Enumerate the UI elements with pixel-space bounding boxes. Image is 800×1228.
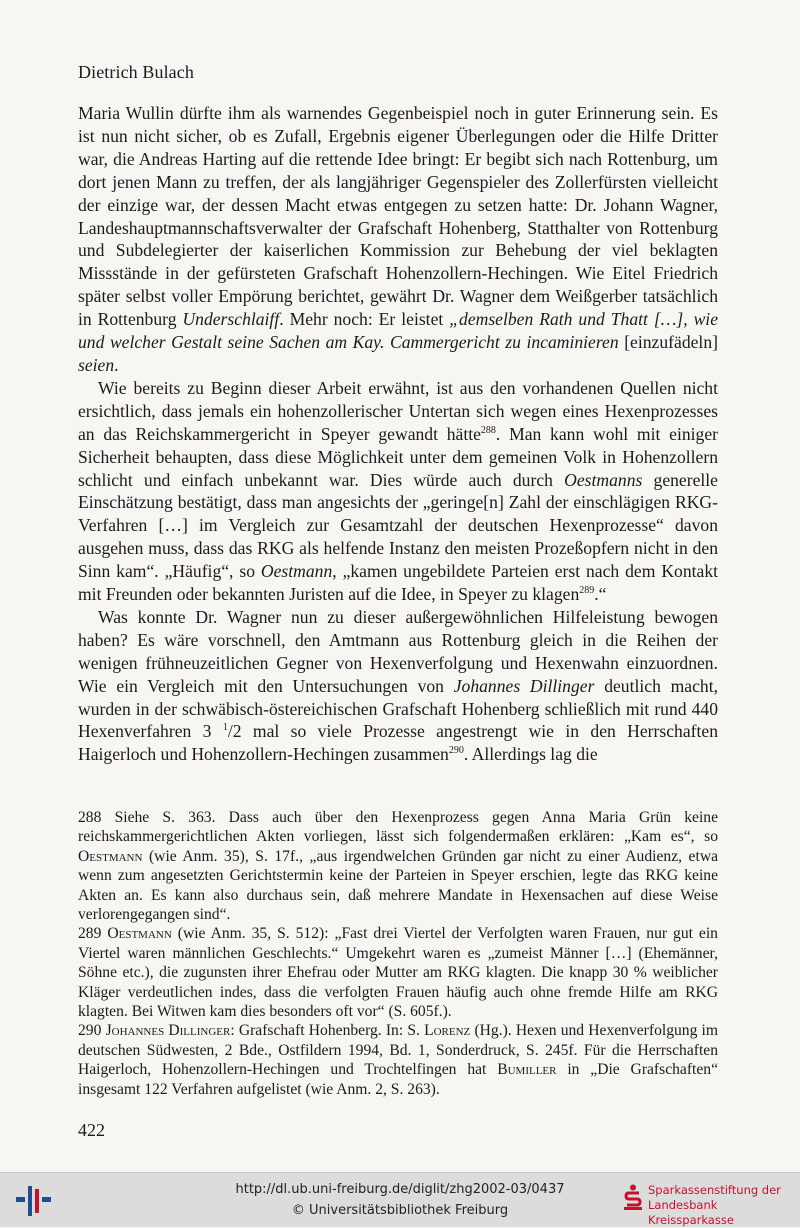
- text-run: : Grafschaft Hohenberg. In: S.: [230, 1022, 425, 1040]
- body-paragraph: [78, 606, 718, 766]
- text-run: Wie bereits zu Beginn dieser Arbeit erwähnt, ist aus den vorhandenen Quellen nicht ersichtlich, dass jemals ein hohenzollerischer Untertan sich wegen eines Hexenprozesses an das Reichskammergericht in Speyer gewandt hätte: [78, 377, 718, 444]
- text-run: (Hg.). Hexen und Hexenverfolgung im deutschen Südwesten, 2 Bde., Ostfildern 1994, Bd. 1, Sonderdruck, S. 245f. Für die Herrschaften Haigerloch, Hohenzollern-Hechingen und Trochtelfingen hat: [78, 1022, 719, 1079]
- text-run: in „Die Grafschaften“ insgesamt 122 Verfahren aufgelistet (wie Anm. 2, S. 263).: [78, 1061, 718, 1098]
- text-run: deutlich macht, wurden in der schwäbisch-östereichischen Grafschaft Hohenberg schließlich mit rund 440 Hexenverfahren 3: [78, 675, 719, 742]
- viewer-footer-bar: [0, 1172, 800, 1227]
- footnote-ref: 289: [579, 585, 595, 597]
- italic-span: Oestmanns: [564, 469, 643, 490]
- text-run: 290: [78, 1022, 106, 1040]
- permalink-url[interactable]: http://dl.ub.uni-freiburg.de/diglit/zhg2002-03/0437: [235, 1182, 565, 1197]
- text-run: generelle Einschätzung bestätigt, dass man angesichts der „geringe[n] Zahl der einschlägigen RKG-Verfahren […] im Vergleich zur Gesamtzahl der deutschen Hexenprozesse“ davon ausgehen muss, dass das RKG als helfende Instanz den meisten Prozeßopfern nicht in den Sinn kam“. „Häufig“, so: [78, 469, 718, 582]
- small-caps-name: Oestmann: [78, 847, 143, 865]
- footnote-ref: 1: [222, 722, 228, 734]
- footnotes: [78, 808, 718, 1099]
- body-paragraph: [78, 377, 718, 606]
- text-run: 289: [78, 925, 108, 943]
- footnote: [78, 1021, 718, 1099]
- text-run: .“: [594, 584, 607, 605]
- footnote-ref: 288: [480, 424, 496, 436]
- italic-span: Johannes Dillinger: [453, 675, 595, 696]
- footnote: [78, 808, 718, 924]
- text-run: /2 mal so viele Prozesse angestrengt wie in den Herrschaften Haigerloch und Hohenzollern-Hechingen zusammen: [78, 721, 719, 765]
- small-caps-name: Johannes Dillinger: [105, 1022, 231, 1040]
- small-caps-name: Oestmann: [107, 925, 172, 943]
- italic-span: „demselben Rath und Thatt […], wie und welcher Gestalt seine Sachen am Kay. Cammergericht zu incaminieren: [78, 309, 719, 353]
- text-run: . Mehr noch: Er leistet: [279, 309, 450, 330]
- italic-span: Oestmann: [260, 561, 333, 582]
- text-run: Maria Wullin dürfte ihm als warnendes Gegenbeispiel noch in guter Erinnerung sein. Es ist nun nicht sicher, ob es Zufall, Ergebnis eigener Überlegungen oder die Hilfe Dritter war, die Andreas Harting auf die rettende Idee bringt: Er begibt sich nach Rottenburg, um dort jenen Mann zu treffen, der als langjähriger Gegenspieler des Zollerfürsten vielleicht der einzige war, der dessen Macht etwas entgegen zu setzen hatte: Dr. Johann Wagner, Landeshauptmannschaftsverwalter der Grafschaft Hohenberg, Statthalter von Rottenburg und Subdelegierter der kaiserlichen Kommission zur Behebung der viel beklagten Missstände in der gefürsteten Grafschaft Hohenzollern-Hechingen. Wie Eitel Friedrich später selbst voller Empörung berichtet, gewährt Dr. Wagner dem Weißgerber tatsächlich in Rottenburg: [78, 103, 718, 330]
- text-run: Was konnte Dr. Wagner nun zu dieser außergewöhnlichen Hilfeleistung bewogen haben? Es wäre vorschnell, den Amtmann aus Rottenburg gleich in die Reihen der wenigen frühneuzeitlichen Gegner von Hexenverfolgung und Hexenwahn einzuordnen. Wie ein Vergleich mit den Untersuchungen von: [78, 606, 718, 696]
- text-run: (wie Anm. 35, S. 512): „Fast drei Viertel der Verfolgten waren Frauen, nur gut ein Viertel waren männlichen Geschlechts.“ Umgekehrt waren es „zumeist Männer […] (Ehemänner, Söhne etc.), die zugunsten ihrer Ehefrau oder Mutter am RKG klagten. Die knapp 30 % weiblicher Kläger verdeutlichen indes, dass die verfolgten Frauen häufig auch ohne fremde Hilfe am RKG klagten. Bei Witwen kam dies besonders oft vor“ (S. 605f.).: [78, 925, 718, 1021]
- small-caps-name: Bumiller: [497, 1061, 557, 1079]
- text-run: [einzufädeln]: [618, 332, 718, 353]
- italic-span: Underschlaiff: [182, 309, 280, 330]
- sponsor-text: [648, 1183, 800, 1228]
- text-run: . Allerdings lag die: [463, 744, 598, 765]
- page-number: 422: [78, 1120, 105, 1140]
- text-run: (wie Anm. 35), S. 17f., „aus irgendwelchen Gründen gar nicht zu einer Audienz, etwa wenn zum angesetzten Gerichtstermin keine der Parteien in Speyer erschien, legte das RKG keine Akten an. Es kann also durchaus sein, daß mehrere Mandate in Hexensachen auf diese Weise verlorengegangen sind“.: [78, 847, 718, 924]
- text-run: . Man kann wohl mit einiger Sicherheit behaupten, dass diese Möglichkeit unter dem gemeinen Volk in Hohenzollern schlicht und einfach unbekannt war. Dies würde auch durch: [78, 423, 718, 490]
- text-run: 288 Siehe S. 363. Dass auch über den Hexenprozess gegen Anna Maria Grün keine reichskammergerichtlichen Akten vorliegen, lässt sich folgendermaßen erklären: „Kam es“, so: [78, 809, 718, 846]
- copyright-notice: © Universitätsbibliothek Freiburg: [291, 1203, 509, 1218]
- sponsor-line-2: Landesbank Kreissparkasse: [648, 1198, 734, 1227]
- italic-span: seien: [78, 354, 115, 375]
- sponsor-line-1: Sparkassenstiftung der: [648, 1183, 781, 1197]
- footnote-ref: 290: [448, 745, 464, 757]
- small-caps-name: Lorenz: [424, 1022, 471, 1040]
- body-paragraph: [78, 102, 718, 377]
- text-run: .: [114, 354, 119, 375]
- running-head-author: Dietrich Bulach: [78, 62, 194, 82]
- sparkasse-logo-icon: [624, 1184, 642, 1210]
- main-text: [78, 102, 718, 766]
- footnote: [78, 924, 718, 1021]
- text-run: , „kamen ungebildete Parteien erst nach dem Kontakt mit Freunden oder bekannten Juristen auf die Idee, in Speyer zu klagen: [78, 561, 719, 605]
